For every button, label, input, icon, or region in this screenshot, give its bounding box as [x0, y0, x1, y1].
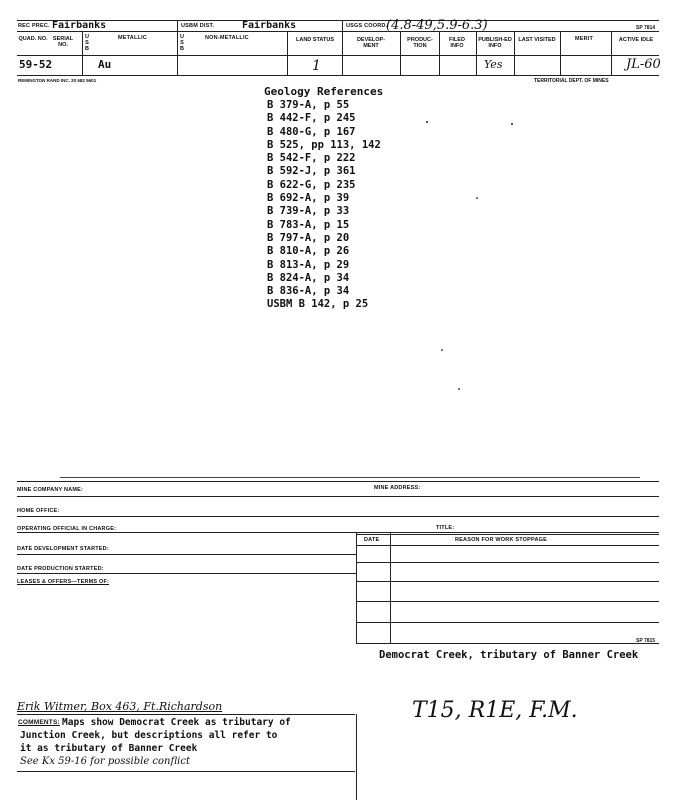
geology-reference-item: B 622-G, p 235	[267, 178, 356, 191]
scan-speck	[458, 388, 460, 390]
serial-no-header: SERIAL NO.	[52, 36, 74, 48]
metallic-value: Au	[98, 58, 112, 71]
territorial-line: TERRITORIAL DEPT. OF MINES	[534, 78, 609, 84]
mine-address-label: MINE ADDRESS:	[374, 485, 421, 491]
geology-reference-item: USBM B 142, p 25	[267, 298, 369, 311]
geology-reference-item: B 525, pp 113, 142	[267, 138, 381, 151]
land-status-header: LAND STATUS	[296, 37, 334, 43]
usbm-dist-value: Fairbanks	[242, 20, 297, 31]
home-office-label: HOME OFFICE:	[17, 508, 60, 514]
title-label: TITLE:	[436, 525, 455, 531]
scan-speck	[476, 197, 478, 199]
geology-reference-item: B 824-A, p 34	[267, 271, 350, 284]
comments-handwritten: See Kx 59-16 for possible conflict	[20, 756, 190, 767]
active-idle-value: JL-60	[626, 57, 661, 72]
geology-reference-item: B 836-A, p 34	[267, 285, 350, 298]
date-column-header: DATE	[364, 537, 380, 543]
rec-prec-value: Fairbanks	[52, 20, 107, 31]
merit-header: MERIT	[575, 36, 594, 42]
land-status-value: 1	[312, 58, 321, 74]
geology-reference-item: B 813-A, p 29	[267, 258, 350, 271]
active-idle-header: ACTIVE IDLE	[618, 37, 654, 43]
leases-offers-label: LEASES & OFFERS—TERMS OF:	[17, 579, 110, 585]
header-table	[0, 0, 678, 84]
geology-reference-item: B 379-A, p 55	[267, 99, 350, 111]
geology-reference-item: B 810-A, p 26	[267, 245, 350, 258]
geology-reference-item: B 797-A, p 20	[267, 231, 350, 244]
geology-reference-item: B 692-A, p 39	[267, 192, 350, 205]
geology-reference-item: B 480-G, p 167	[267, 125, 356, 138]
geology-reference-item: B 442-F, p 245	[267, 112, 356, 125]
usgs-coord-label: USGS COORD.	[346, 23, 388, 29]
geology-reference-item: B 739-A, p 33	[267, 205, 350, 218]
usgs-coord-value: (4.8-49,5.9-6.3)	[386, 18, 488, 33]
comments-line-1: Maps show Democrat Creek as tributary of	[62, 717, 291, 728]
geology-reference-item: B 592-J, p 361	[267, 165, 356, 178]
date-production-started-label: DATE PRODUCTION STARTED:	[17, 566, 104, 572]
comments-label: COMMENTS:	[18, 719, 60, 726]
reason-column-header: REASON FOR WORK STOPPAGE	[455, 537, 547, 543]
township-note: T15, R1E, F.M.	[412, 698, 578, 723]
scan-speck	[426, 121, 428, 123]
comments-line-2: Junction Creek, but descriptions all refer to	[20, 730, 278, 741]
usbm-dist-label: USBM DIST.	[181, 23, 215, 29]
location-note: Democrat Creek, tributary of Banner Creek	[379, 649, 639, 661]
date-development-started-label: DATE DEVELOPMENT STARTED:	[17, 546, 109, 552]
geology-reference-item: B 542-F, p 222	[267, 152, 356, 165]
operating-official-label: OPERATING OFFICIAL IN CHARGE:	[17, 526, 117, 532]
non-metallic-header: NON-METALLIC	[205, 35, 249, 41]
mine-company-name-label: MINE COMPANY NAME:	[17, 487, 84, 493]
comments-line-3: it as tributary of Banner Creek	[20, 743, 198, 754]
quad-no-header: QUAD. NO.	[18, 36, 48, 42]
handwritten-contact: Erik Witmer, Box 463, Ft.Richardson	[17, 700, 223, 713]
form-number: SP 7814	[636, 25, 656, 31]
geology-references-list	[267, 99, 381, 312]
printer-line: REMINGTON RAND INC. 20 682 5601	[18, 78, 97, 83]
geology-heading: Geology References	[264, 85, 384, 98]
metallic-header: METALLIC	[118, 35, 147, 41]
quad-serial-value: 59-52	[19, 58, 53, 71]
development-header: DEVELOP-MENT	[356, 37, 386, 49]
geology-reference-item: B 783-A, p 15	[267, 218, 350, 231]
last-visited-header: LAST VISITED	[518, 37, 556, 43]
rec-prec-label: REC PREC.	[18, 23, 50, 29]
published-info-header: PUBLISH-ED INFO	[478, 37, 512, 49]
usb-left-header: U S B	[85, 34, 89, 52]
production-header: PRODUC-TION	[407, 37, 433, 49]
scan-speck	[441, 349, 443, 351]
form-number-2: SP 7815	[636, 638, 656, 644]
published-info-value: Yes	[484, 58, 503, 71]
scan-speck	[511, 123, 513, 125]
lower-form	[0, 470, 678, 800]
filed-info-header: FILED INFO	[449, 37, 465, 49]
usb-right-header: U S B	[180, 34, 184, 52]
